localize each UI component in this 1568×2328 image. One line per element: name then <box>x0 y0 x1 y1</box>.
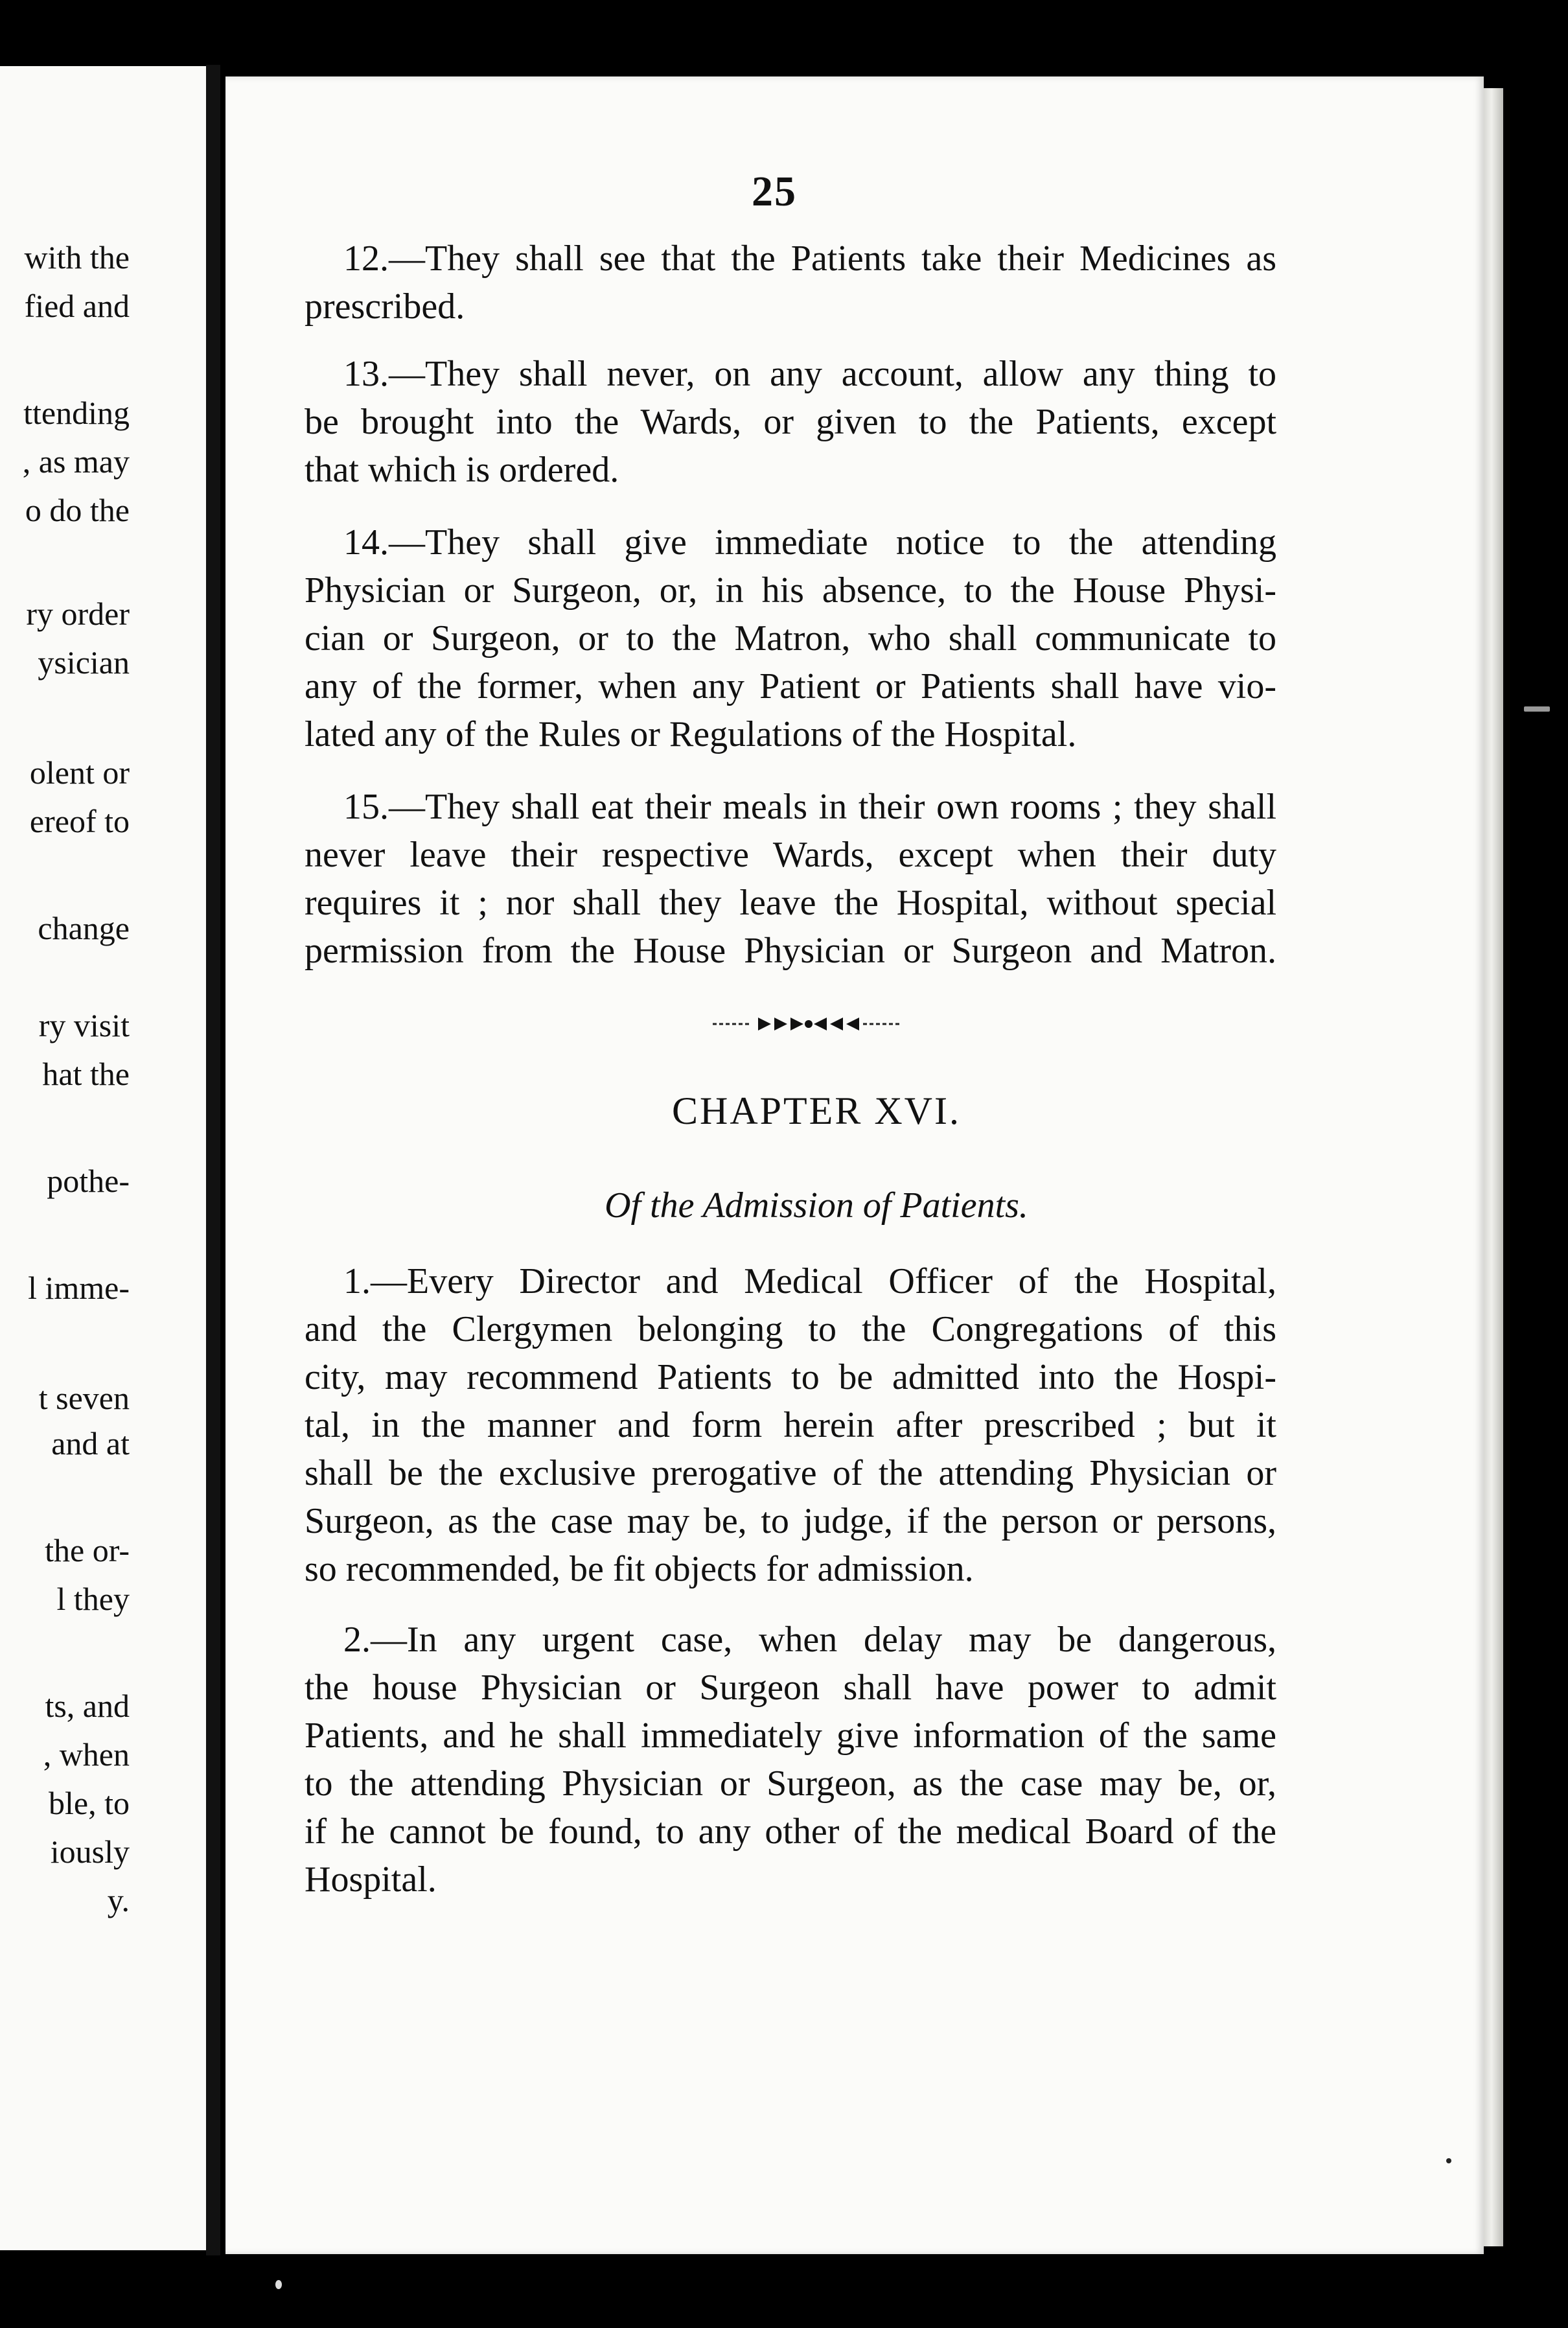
left-page-line: l imme- <box>28 1270 130 1306</box>
article-2 <box>305 1616 1276 1903</box>
left-page-line: o do the <box>25 492 130 528</box>
text-line: to the attending Physician or Surgeon, as the case may be, or, <box>305 1763 1276 1804</box>
text-line: Patients, and he shall immediately give information of the same <box>305 1716 1276 1756</box>
scan-artifact <box>1524 706 1550 712</box>
left-page-line: ble, to <box>49 1785 130 1821</box>
left-page-line: t seven <box>38 1380 130 1416</box>
text-line: never leave their respective Wards, except when their duty <box>305 835 1276 875</box>
scan-speck <box>1446 2158 1451 2163</box>
ornament-divider <box>713 1014 901 1034</box>
text-line: 15.—They shall eat their meals in their own rooms ; they shall <box>343 787 1276 827</box>
left-page-line: , when <box>43 1736 130 1773</box>
left-page-line: iously <box>50 1833 130 1870</box>
left-page-line: and at <box>51 1425 130 1461</box>
left-page-line: ereof to <box>29 803 130 839</box>
text-line: Physician or Surgeon, or, in his absence, to the House Physi- <box>305 570 1276 611</box>
text-line: tal, in the manner and form herein after prescribed ; but it <box>305 1405 1276 1445</box>
text-line: requires it ; nor shall they leave the Hospital, without special <box>305 883 1276 923</box>
rule-15 <box>305 783 1276 975</box>
scan-speck <box>275 2280 282 2289</box>
left-page-line: y. <box>107 1882 130 1918</box>
rule-12 <box>305 235 1276 331</box>
left-page-line: ttending <box>23 395 130 431</box>
text-line: shall be the exclusive prerogative of the attending Physician or <box>305 1453 1276 1493</box>
rule-13 <box>305 350 1276 494</box>
left-page-line: fied and <box>24 288 130 324</box>
text-line: city, may recommend Patients to be admitted into the Hospi- <box>305 1357 1276 1397</box>
left-page-line: change <box>38 910 130 946</box>
left-page-line: ts, and <box>45 1688 130 1724</box>
rule-14 <box>305 518 1276 758</box>
text-line: be brought into the Wards, or given to the Patients, except <box>305 402 1276 442</box>
left-page-line: l they <box>56 1581 130 1617</box>
left-page-line: ry order <box>26 596 130 632</box>
left-page-line: , as may <box>22 443 130 480</box>
left-page-fragment <box>0 66 206 2250</box>
text-line: Surgeon, as the case may be, to judge, if the person or persons, <box>305 1501 1276 1541</box>
text-line: so recommended, be fit objects for admission. <box>305 1549 974 1589</box>
page-edge <box>1484 88 1503 2246</box>
text-line: prescribed. <box>305 286 465 327</box>
left-page-line: ysician <box>38 644 130 681</box>
text-line: 2.—In any urgent case, when delay may be dangerous, <box>343 1620 1276 1660</box>
left-page-line: hat the <box>42 1056 130 1092</box>
left-page-line: the or- <box>45 1532 130 1568</box>
text-line: that which is ordered. <box>305 450 619 490</box>
text-line: and the Clergymen belonging to the Congregations of this <box>305 1309 1276 1349</box>
text-line: any of the former, when any Patient or Patients shall have vio- <box>305 666 1276 706</box>
text-line: 13.—They shall never, on any account, allow any thing to <box>343 354 1276 394</box>
text-line: Hospital. <box>305 1859 437 1900</box>
chapter-subtitle: Of the Admission of Patients. <box>605 1185 1028 1226</box>
left-page-line: with the <box>24 239 130 275</box>
text-line: 1.—Every Director and Medical Officer of the Hospital, <box>343 1261 1276 1301</box>
left-page-line: olent or <box>29 754 130 791</box>
page-number: 25 <box>752 168 797 215</box>
text-line: cian or Surgeon, or to the Matron, who shall communicate to <box>305 618 1276 658</box>
text-line: 14.—They shall give immediate notice to the attending <box>343 522 1276 563</box>
chapter-heading: CHAPTER XVI. <box>671 1089 961 1132</box>
article-1 <box>305 1257 1276 1593</box>
text-line: the house Physician or Surgeon shall have power to admit <box>305 1668 1276 1708</box>
book-gutter <box>206 65 220 2255</box>
text-line: lated any of the Rules or Regulations of the Hospital. <box>305 714 1077 754</box>
left-page-line: ry visit <box>38 1007 130 1043</box>
text-line: if he cannot be found, to any other of the medical Board of the <box>305 1811 1276 1852</box>
text-line: 12.—They shall see that the Patients take their Medicines as <box>343 239 1276 279</box>
left-page-line: pothe- <box>47 1163 130 1199</box>
text-line: permission from the House Physician or Surgeon and Matron. <box>305 931 1276 971</box>
